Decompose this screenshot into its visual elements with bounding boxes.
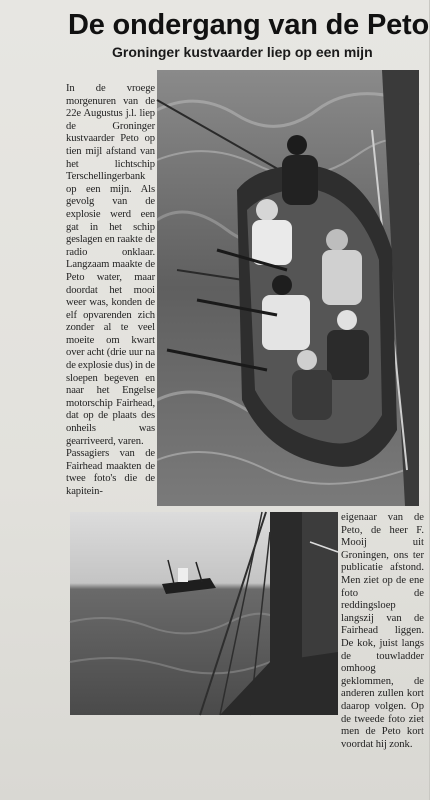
article-body-left: In de vroege morgenuren van de 22e Augustus j.l. liep de Groninger kustvaarder Peto op tien mijl afstand van het lichtschip Terschellingerbank op een mijn. Als gevolg van de explosie werd een gat in het schip geslagen en raakte de radio onklaar. Langzaam maakte de Peto water, maar doordat het mooi weer was, konden de elf opvarenden zich zonder al te veel moeite om kwart over acht (drie uur na de explosie dus) in de sloepen begeven en naar het Engelse motorschip Fairhead, dat op de plaats des onheils was gearriveerd, varen. xyxy=(66,83,155,447)
article-column-right xyxy=(341,512,424,750)
sinking-ship-photo xyxy=(70,512,338,715)
article-headline: De ondergang van de Peto xyxy=(68,9,429,41)
article-body-right: eigenaar van de Peto, de heer F. Mooij uit Groningen, ons ter publicatie afstond. Men ziet op de ene foto de reddingsloep langszij van de Fairhead liggen. De kok, juist langs de touwladder omhoog geklommen, de anderen zullen kort daarop volgen. Op de tweede foto ziet men de Peto kort voordat hij zonk. xyxy=(341,512,424,750)
article-body-left-continued: Passagiers van de Fairhead maakten de twee foto's die de kapitein- xyxy=(66,448,155,497)
article-column-left xyxy=(66,83,155,499)
sinking-ship-photo-graphic xyxy=(70,512,338,715)
lifeboat-photo xyxy=(157,70,419,506)
lifeboat-photo-graphic xyxy=(157,70,419,506)
article-subheadline: Groninger kustvaarder liep op een mijn xyxy=(112,44,373,60)
